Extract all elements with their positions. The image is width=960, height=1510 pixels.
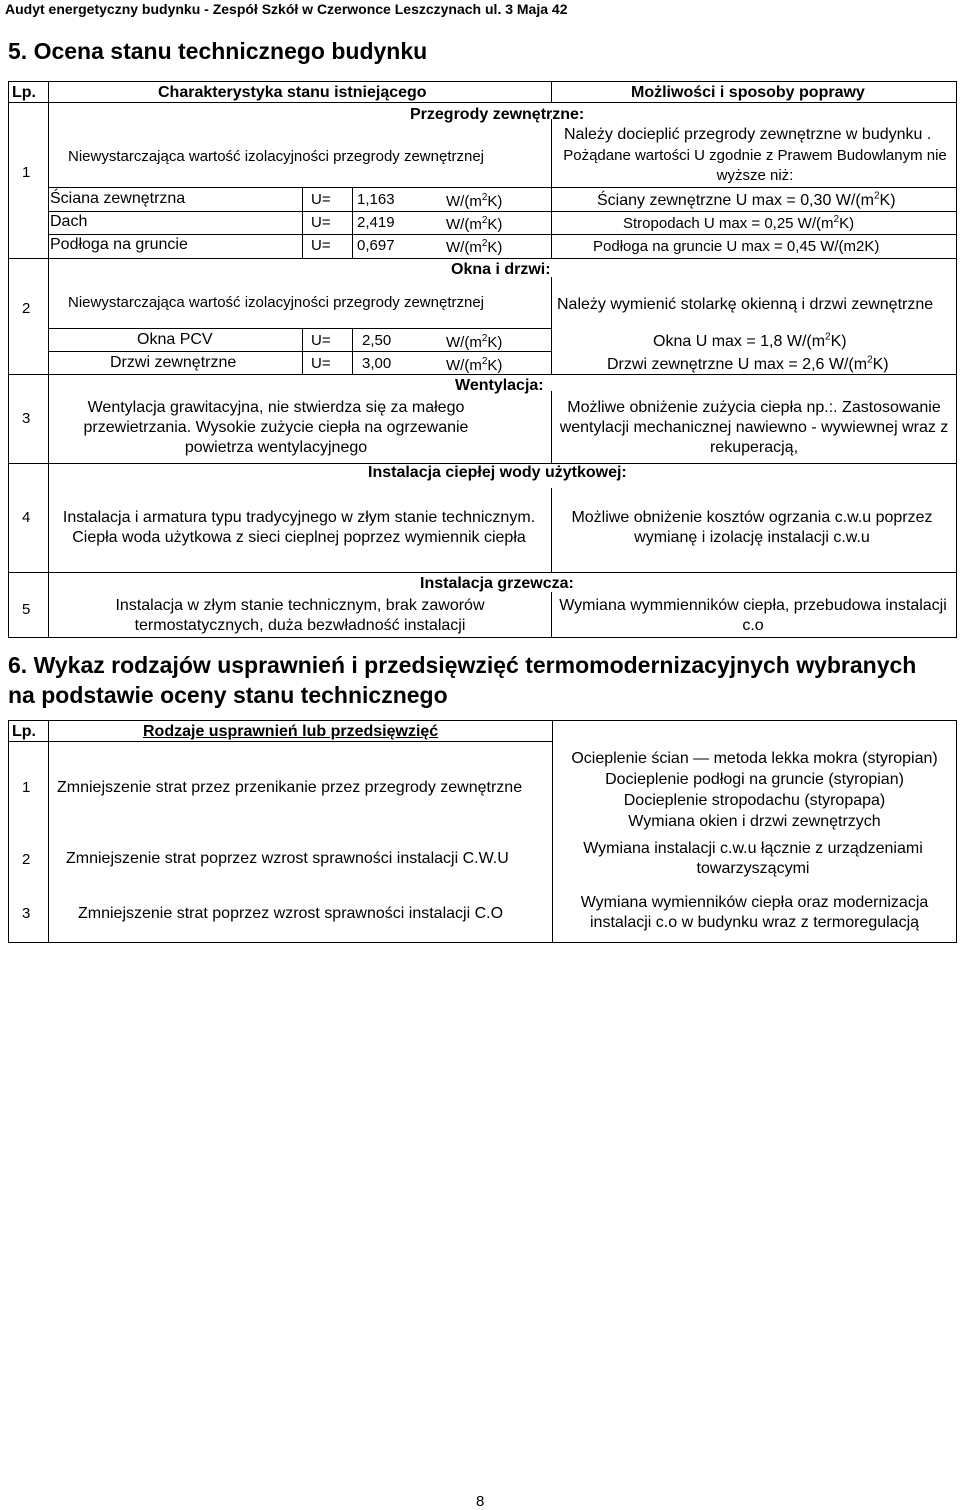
- row-name: Dach: [50, 213, 88, 230]
- col-rodzaj: Rodzaje usprawnień lub przedsięwzięć: [143, 723, 439, 740]
- row-name: Podłoga na gruncie: [50, 236, 188, 253]
- group-title-co: Instalacja grzewcza:: [420, 575, 574, 592]
- row-unit: $W/(m^2K)$: [446, 192, 503, 210]
- lp-5: 5: [22, 601, 31, 618]
- improve-co: Wymiana wymmienników ciepła, przebudowa instalacji c.o: [559, 597, 947, 634]
- row-u: U=: [311, 355, 331, 372]
- lp-4: 4: [22, 509, 31, 526]
- desc-co: Instalacja w złym stanie technicznym, brak zaworów termostatycznych, duża bezwładność instalacji: [115, 597, 485, 634]
- col-lp: Lp.: [12, 723, 36, 740]
- desc-wentylacja: Wentylacja grawitacyjna, nie stwierdza się za małego przewietrzania. Wysokie zużycie ciepła na ogrzewanie powietrza wentylacyjnego: [83, 399, 469, 456]
- desc-cwu: Instalacja i armatura typu tradycyjnego w złym stanie technicznym. Ciepła woda użytkowa z sieci cieplnej poprzez wymiennik ciepła: [62, 509, 536, 546]
- lp-3: 3: [22, 410, 31, 427]
- group-title-okna: Okna i drzwi:: [451, 261, 551, 278]
- row-target: Ściany zewnętrzne U max = 0,30 $W/(m^2K)$: [597, 190, 896, 209]
- row-value: 2,50: [362, 332, 392, 349]
- group-title-cwu: Instalacja ciepłej wody użytkowej:: [368, 464, 627, 481]
- lp-1: 1: [22, 164, 31, 181]
- row-value: 3,00: [362, 355, 392, 372]
- col-characteristics: Charakterystyka stanu istniejącego: [158, 84, 427, 101]
- measure-lp: 1: [22, 779, 31, 796]
- desc-okna: Niewystarczająca wartość izolacyjności przegrody zewnętrznej: [68, 294, 484, 311]
- row-u: U=: [311, 191, 331, 208]
- row-value: 1,163: [357, 191, 395, 208]
- running-header: Audyt energetyczny budynku - Zespół Szkół w Czerwonce Leszczynach ul. 3 Maja 42: [5, 1, 568, 17]
- row-u: U=: [311, 237, 331, 254]
- row-name: Ściana zewnętrzna: [50, 190, 186, 207]
- row-unit: $W/(m^2K)$: [446, 356, 503, 374]
- measure-lp: 3: [22, 905, 31, 922]
- page-number: 8: [476, 1493, 485, 1510]
- section-6-title-2: na podstawie oceny stanu technicznego: [8, 682, 448, 708]
- section-5-title: 5. Ocena stanu technicznego budynku: [8, 38, 428, 64]
- improve-przegrody-2: Pożądane wartości U zgodnie z Prawem Budowlanym nie wyższe niż:: [563, 147, 947, 184]
- measure-name: Zmniejszenie strat poprzez wzrost sprawności instalacji C.W.U: [66, 850, 509, 867]
- row-unit: $W/(m^2K)$: [446, 238, 503, 256]
- measure-name: Zmniejszenie strat poprzez wzrost sprawności instalacji C.O: [78, 905, 504, 922]
- row-target: Podłoga na gruncie U max = 0,45 W/(m2K): [593, 238, 880, 255]
- improve-przegrody-1: Należy docieplić przegrody zewnętrzne w budynku .: [564, 126, 932, 143]
- measure-details: Wymiana wymienników ciepła oraz modernizacja instalacji c.o w budynku wraz z termoregulacją: [580, 894, 929, 931]
- group-title-wentylacja: Wentylacja:: [455, 377, 544, 394]
- col-lp: Lp.: [12, 84, 36, 101]
- row-target: Okna U max = 1,8 $W/(m^2K)$: [653, 331, 847, 350]
- row-u: U=: [311, 332, 331, 349]
- improve-wentylacja: Możliwe obniżenie zużycia ciepła np.:. Zastosowanie wentylacji mechanicznej nawiewno - wywiewnej wraz z rekuperacją,: [559, 399, 949, 456]
- improve-cwu: Możliwe obniżenie kosztów ogrzania c.w.u poprzez wymianę i izolację instalacji c.w.u: [571, 509, 933, 546]
- improve-okna: Należy wymienić stolarkę okienną i drzwi zewnętrzne: [557, 296, 934, 313]
- section-6-title-1: 6. Wykaz rodzajów usprawnień i przedsięwzięć termomodernizacyjnych wybranych: [8, 652, 917, 678]
- col-improvements: Możliwości i sposoby poprawy: [631, 84, 865, 101]
- row-value: 0,697: [357, 237, 395, 254]
- measure-lp: 2: [22, 851, 31, 868]
- row-target: Stropodach U max = 0,25 $W/(m^2K)$: [623, 214, 855, 232]
- desc-przegrody: Niewystarczająca wartość izolacyjności przegrody zewnętrznej: [68, 148, 484, 165]
- row-unit: $W/(m^2K)$: [446, 215, 503, 233]
- measure-name: Zmniejszenie strat przez przenikanie przez przegrody zewnętrzne: [57, 779, 523, 796]
- row-name: Drzwi zewnętrzne: [110, 354, 237, 371]
- row-value: 2,419: [357, 214, 395, 231]
- measure-details: Wymiana instalacji c.w.u łącznie z urządzeniami towarzyszącymi: [583, 840, 923, 877]
- lp-2: 2: [22, 300, 31, 317]
- group-title-przegrody: Przegrody zewnętrzne:: [410, 106, 585, 123]
- row-u: U=: [311, 214, 331, 231]
- measure-details: Ocieplenie ścian — metoda lekka mokra (styropian) Docieplenie podłogi na gruncie (styropian) Docieplenie stropodachu (styropapa) Wymiana okien i drzwi zewnętrzych: [571, 750, 938, 830]
- row-unit: $W/(m^2K)$: [446, 333, 503, 351]
- row-target: Drzwi zewnętrzne U max = 2,6 $W/(m^2K)$: [607, 354, 889, 373]
- row-name: Okna PCV: [137, 331, 213, 348]
